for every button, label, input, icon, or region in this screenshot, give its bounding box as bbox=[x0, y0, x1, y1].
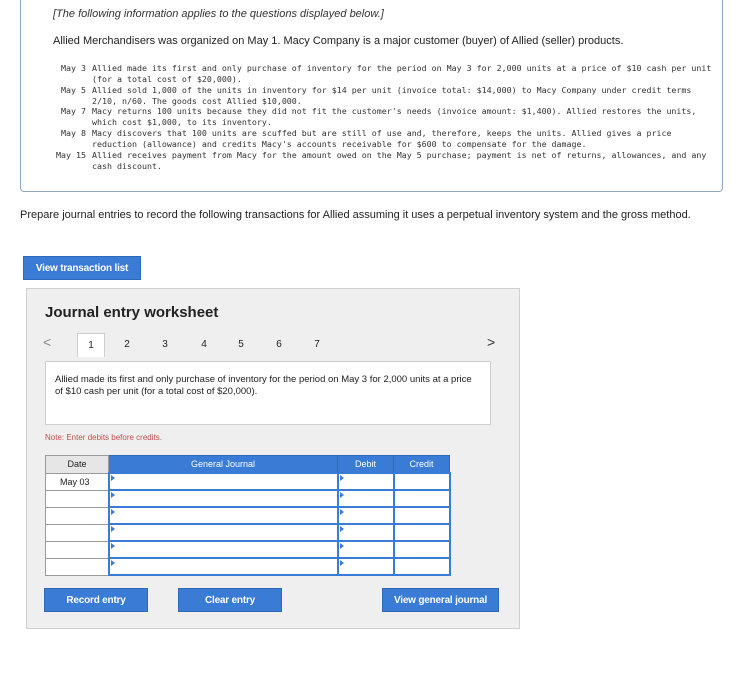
credit-input[interactable] bbox=[394, 473, 450, 490]
dropdown-triangle-icon bbox=[111, 560, 115, 566]
tab-5[interactable]: 5 bbox=[238, 338, 244, 350]
journal-entry-worksheet bbox=[26, 288, 520, 629]
input-triangle-icon bbox=[340, 509, 344, 515]
next-arrow-icon[interactable]: > bbox=[487, 334, 496, 350]
dropdown-triangle-icon bbox=[111, 492, 115, 498]
journal-table bbox=[45, 455, 451, 576]
tab-1[interactable]: 1 bbox=[77, 333, 105, 357]
input-triangle-icon bbox=[340, 475, 344, 481]
account-input[interactable] bbox=[109, 507, 338, 524]
transaction-may-5 bbox=[61, 85, 712, 107]
row-date: May 03 bbox=[46, 473, 109, 490]
account-input[interactable] bbox=[109, 524, 338, 541]
row-date bbox=[46, 507, 109, 524]
transaction-may-15 bbox=[56, 150, 712, 172]
transaction-text: Macy returns 100 units because they did not fit the customer's needs (invoice amount: $1,400). Allied restores the units, which cost $1,000, to its inventory. bbox=[92, 106, 702, 127]
row-date bbox=[46, 524, 109, 541]
worksheet-title: Journal entry worksheet bbox=[45, 304, 219, 321]
transaction-may-7 bbox=[61, 106, 712, 128]
credit-column-header: Credit bbox=[394, 456, 450, 474]
row-date bbox=[46, 490, 109, 507]
record-entry-button[interactable]: Record entry bbox=[44, 588, 148, 612]
transaction-text: Macy discovers that 100 units are scuffed but are still of use and, therefore, keeps the units. Allied gives a price reduction (allowance) and credits Macy's accounts receivable for $600 to compensate for the damage. bbox=[92, 128, 677, 149]
tab-6[interactable]: 6 bbox=[276, 338, 282, 350]
account-input[interactable] bbox=[109, 558, 338, 575]
debit-credit-note: Note: Enter debits before credits. bbox=[45, 433, 162, 442]
general-journal-column-header: General Journal bbox=[109, 456, 338, 474]
credit-input[interactable] bbox=[394, 558, 450, 575]
prev-arrow-icon[interactable]: < bbox=[43, 334, 52, 350]
dropdown-triangle-icon bbox=[111, 475, 115, 481]
transaction-may-3 bbox=[61, 63, 717, 85]
dropdown-triangle-icon bbox=[111, 543, 115, 549]
view-general-journal-button[interactable]: View general journal bbox=[382, 588, 499, 612]
input-triangle-icon bbox=[340, 526, 344, 532]
table-row bbox=[46, 507, 450, 524]
debit-input[interactable] bbox=[338, 524, 394, 541]
table-row bbox=[46, 541, 450, 558]
account-input[interactable] bbox=[109, 473, 338, 490]
info-note: [The following information applies to the questions displayed below.] bbox=[53, 8, 384, 20]
transaction-description-box bbox=[45, 361, 491, 425]
info-intro: Allied Merchandisers was organized on May 1. Macy Company is a major customer (buyer) of Allied (seller) products. bbox=[53, 35, 624, 47]
credit-input[interactable] bbox=[394, 541, 450, 558]
transaction-may-8 bbox=[61, 128, 712, 150]
transaction-date: May 8 bbox=[61, 128, 86, 138]
account-input[interactable] bbox=[109, 490, 338, 507]
table-row bbox=[46, 473, 450, 490]
input-triangle-icon bbox=[340, 543, 344, 549]
dropdown-triangle-icon bbox=[111, 526, 115, 532]
clear-entry-button[interactable]: Clear entry bbox=[178, 588, 282, 612]
credit-input[interactable] bbox=[394, 524, 450, 541]
transaction-date: May 5 bbox=[61, 85, 86, 95]
tab-3[interactable]: 3 bbox=[162, 338, 168, 350]
transaction-text: Allied made its first and only purchase of inventory for the period on May 3 for 2,000 units at a price of $10 cash per unit (for a total cost of $20,000). bbox=[92, 63, 717, 84]
row-date bbox=[46, 558, 109, 575]
transaction-date: May 15 bbox=[56, 150, 86, 160]
debit-input[interactable] bbox=[338, 473, 394, 490]
table-row bbox=[46, 524, 450, 541]
view-transaction-list-button[interactable]: View transaction list bbox=[23, 256, 141, 280]
tab-7[interactable]: 7 bbox=[314, 338, 320, 350]
instructions: Prepare journal entries to record the following transactions for Allied assuming it uses a perpetual inventory system and the gross method. bbox=[20, 209, 691, 221]
dropdown-triangle-icon bbox=[111, 509, 115, 515]
table-row bbox=[46, 490, 450, 507]
debit-input[interactable] bbox=[338, 507, 394, 524]
debit-input[interactable] bbox=[338, 541, 394, 558]
debit-input[interactable] bbox=[338, 558, 394, 575]
tab-2[interactable]: 2 bbox=[124, 338, 130, 350]
input-triangle-icon bbox=[340, 492, 344, 498]
info-box bbox=[20, 0, 723, 192]
table-row bbox=[46, 558, 450, 575]
transaction-text: Allied receives payment from Macy for the amount owed on the May 5 purchase; payment is net of returns, allowances, and any cash discount. bbox=[92, 150, 712, 171]
account-input[interactable] bbox=[109, 541, 338, 558]
transaction-description: Allied made its first and only purchase of inventory for the period on May 3 for 2,000 units at a price of $10 cash per unit (for a total cost of $20,000). bbox=[55, 374, 472, 397]
transaction-text: Allied sold 1,000 of the units in inventory for $14 per unit (invoice total: $14,000) to Macy Company under credit terms 2/10, n/60. The goods cost Allied $10,000. bbox=[92, 85, 697, 106]
debit-column-header: Debit bbox=[338, 456, 394, 474]
input-triangle-icon bbox=[340, 560, 344, 566]
transaction-date: May 3 bbox=[61, 63, 86, 73]
transaction-date: May 7 bbox=[61, 106, 86, 116]
row-date bbox=[46, 541, 109, 558]
credit-input[interactable] bbox=[394, 490, 450, 507]
credit-input[interactable] bbox=[394, 507, 450, 524]
debit-input[interactable] bbox=[338, 490, 394, 507]
tab-4[interactable]: 4 bbox=[201, 338, 207, 350]
date-column-header: Date bbox=[46, 456, 109, 474]
